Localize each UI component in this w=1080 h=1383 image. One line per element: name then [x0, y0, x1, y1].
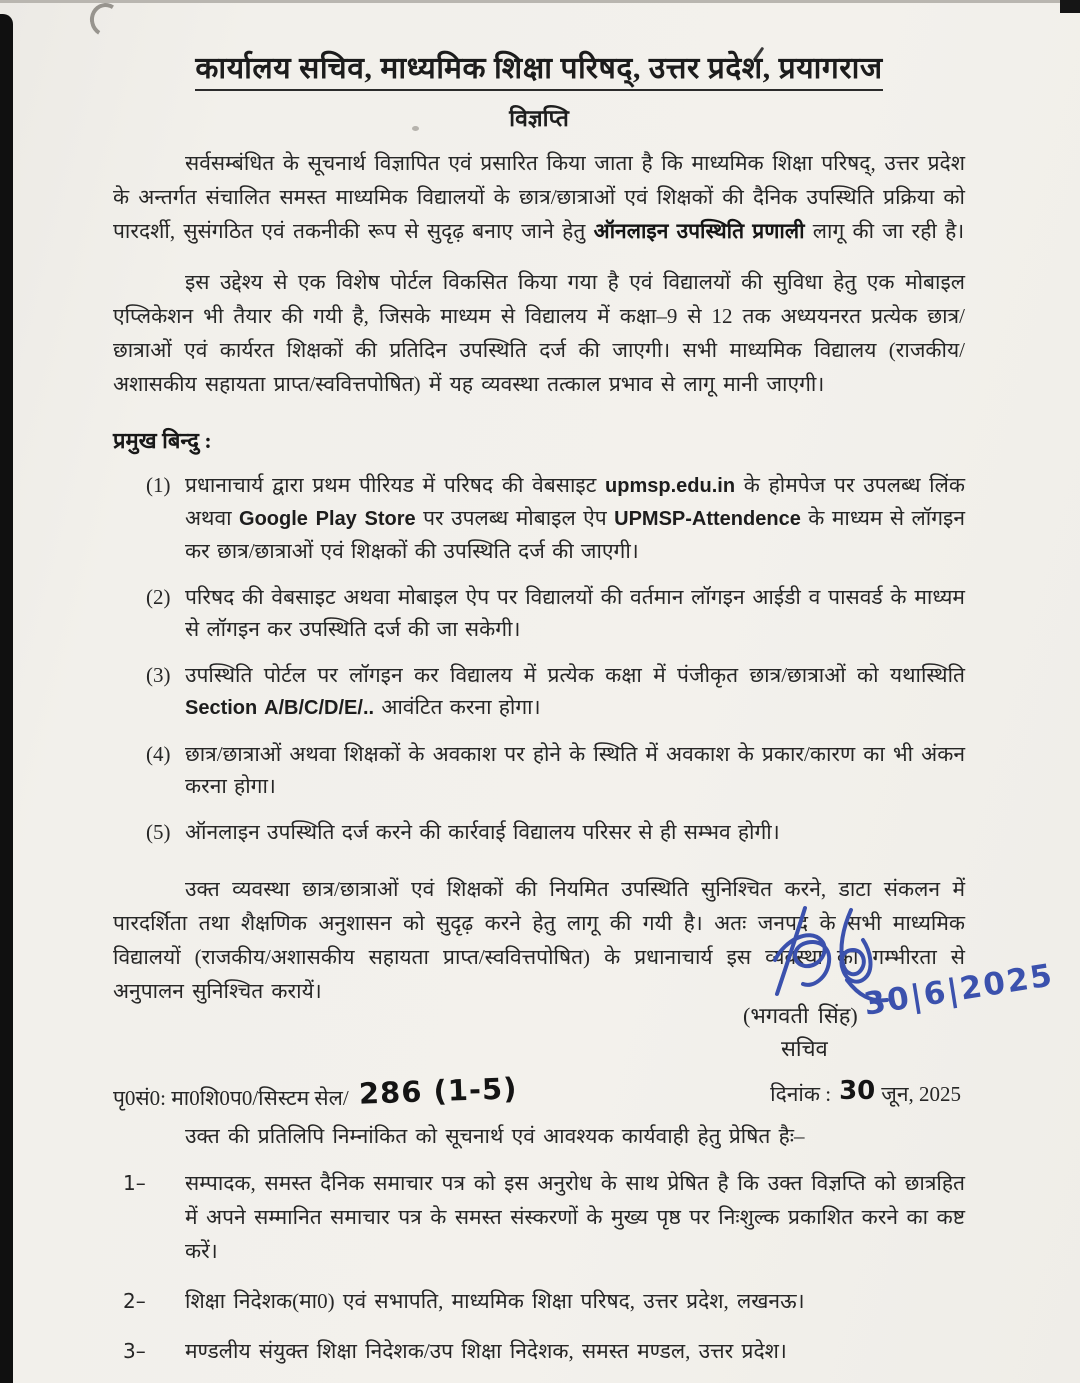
copy-recipient-1-number: 1–: [123, 1171, 146, 1195]
play-store-text: Google Play Store: [239, 508, 416, 530]
app-name-text: UPMSP-Attendence: [614, 508, 801, 530]
handwritten-reference-number: 286 (1-5): [357, 1071, 518, 1111]
date-label: दिनांक :: [770, 1082, 832, 1106]
reference-row: [113, 1071, 965, 1112]
copy-recipient-1-text: सम्पादक, समस्त दैनिक समाचार पत्र को इस अनुरोध के साथ प्रेषित है कि उक्त विज्ञप्ति को छात्रहित में अपने सम्मानित समाचार पत्र के समस्त संस्करणों के मुख्य पृष्ठ पर निःशुल्क प्रकाशित करने का कष्ट करें।: [185, 1171, 965, 1263]
copy-recipient-1: [113, 1166, 965, 1268]
page-title: [113, 46, 965, 87]
reference-section: [113, 1071, 965, 1368]
date-month-year: जून, 2025: [881, 1082, 961, 1106]
key-point-4-number: (4): [146, 742, 171, 766]
document-type-heading: विज्ञप्ति: [509, 106, 569, 131]
key-point-1-text: पर उपलब्ध मोबाइल ऐप: [415, 506, 615, 530]
copy-recipient-2: [113, 1284, 965, 1318]
key-point-3: [113, 659, 965, 724]
key-point-2-text: परिषद की वेबसाइट अथवा मोबाइल ऐप पर विद्यालयों की वर्तमान लॉगइन आईडी व पासवर्ड के माध्यम से लॉगइन कर उपस्थिति दर्ज की जा सकेगी।: [185, 585, 965, 641]
scan-edge-left: [0, 14, 13, 1383]
copy-recipient-3-number: 3–: [123, 1339, 146, 1363]
copy-recipients-list: [113, 1166, 965, 1368]
key-point-3-number: (3): [146, 663, 171, 687]
key-point-4: [113, 738, 965, 802]
document-body: [113, 46, 965, 1008]
reference-number-line: [113, 1071, 518, 1112]
key-point-1-text: के होमपेज पर उपलब्ध लिंक अथवा: [185, 473, 965, 530]
paragraph-portal: इस उद्देश्य से एक विशेष पोर्टल विकसित किया गया है एवं विद्यालयों की सुविधा हेतु एक मोबाइल एप्लिकेशन भी तैयार की गयी है, जिसके माध्यम से विद्यालय में कक्षा–9 से 12 तक अध्ययनरत प्रत्येक छात्र/छात्राओं एवं कार्यरत शिक्षकों की प्रतिदिन उपस्थिति दर्ज की जाएगी। सभी माध्यमिक विद्यालय (राजकीय/अशासकीय सहायता प्राप्त/स्ववित्तपोषित) में यह व्यवस्था तत्काल प्रभाव से लागू मानी जाएगी।: [113, 270, 965, 396]
key-point-4-text: छात्र/छात्राओं अथवा शिक्षकों के अवकाश पर होने के स्थिति में अवकाश के प्रकार/कारण का भी अंकन करना होगा।: [185, 742, 965, 798]
key-point-1: [113, 469, 965, 567]
handwritten-signature-date: 30|6|2025: [861, 957, 1057, 1023]
key-point-2: [113, 581, 965, 645]
paragraph-intro-post: लागू की जा रही है।: [804, 219, 965, 243]
key-point-1-number: (1): [146, 473, 171, 497]
handwritten-date-day: 30: [839, 1076, 876, 1106]
key-point-3-text: उपस्थिति पोर्टल पर लॉगइन कर विद्यालय में प्रत्येक कक्षा में पंजीकृत छात्र/छात्राओं को यथास्थिति: [185, 663, 965, 687]
scan-corner-mark: [1060, 0, 1080, 13]
office-title-text: कार्यालय सचिव, माध्यमिक शिक्षा परिषद्, उत्तर प्रदेश, प्रयागराज: [195, 52, 882, 91]
key-point-2-number: (2): [146, 585, 171, 609]
copy-recipient-2-number: 2–: [123, 1289, 146, 1313]
key-point-1-text: प्रधानाचार्य द्वारा प्रथम पीरियड में परिषद की वेबसाइट: [185, 473, 606, 497]
key-point-5: [113, 816, 965, 848]
scan-edge-top: [0, 0, 1080, 3]
paragraph-intro: [113, 146, 965, 248]
section-list-text: Section A/B/C/D/E/..: [185, 697, 375, 719]
date-line: [770, 1078, 965, 1108]
copy-recipient-3-text: मण्डलीय संयुक्त शिक्षा निदेशक/उप शिक्षा निदेशक, समस्त मण्डल, उत्तर प्रदेश।: [185, 1339, 787, 1363]
signatory-name: (भगवती सिंह): [743, 1003, 858, 1028]
paragraph-intro-pre: सर्वसम्बंधित के सूचनार्थ विज्ञापित एवं प्रसारित किया जाता है कि माध्यमिक शिक्षा परिषद्, उत्तर प्रदेश के अन्तर्गत संचालित समस्त माध्यमिक विद्यालयों के छात्र/छात्राओं एवं शिक्षकों की दैनिक उपस्थिति प्रक्रिया को पारदर्शी, सुसंगठित एवं तकनीकी रूप से सुदृढ़ बनाए जाने हेतु: [113, 151, 965, 243]
key-points-heading: प्रमुख बिन्दु :: [113, 428, 212, 453]
paragraph-closing: उक्त व्यवस्था छात्र/छात्राओं एवं शिक्षकों की नियमित उपस्थिति सुनिश्चित करने, डाटा संकलन में पारदर्शिता तथा शैक्षणिक अनुशासन को सुदृढ़ करने हेतु लागू की गयी है। अतः जनपद के सभी माध्यमिक विद्यालयों (राजकीय/अशासकीय सहायता प्राप्त/स्ववित्तपोषित) के प्रधानाचार्य इस व्यवस्था का गम्भीरता से अनुपालन सुनिश्चित करायें।: [113, 877, 965, 1003]
key-points-list: [113, 469, 965, 848]
copy-intro-line: उक्त की प्रतिलिपि निम्नांकित को सूचनार्थ एवं आवश्यक कार्यवाही हेतु प्रेषित हैः–: [185, 1124, 805, 1148]
key-point-3-text: आवंटित करना होगा।: [374, 695, 541, 719]
reference-label: पृ0सं0: मा0शि0प0/सिस्टम सेल/: [113, 1086, 349, 1110]
signature-block: [735, 900, 1057, 1070]
copy-recipient-2-text: शिक्षा निदेशक(मा0) एवं सभापति, माध्यमिक शिक्षा परिषद, उत्तर प्रदेश, लखनऊ।: [185, 1289, 805, 1313]
key-point-1-text: के माध्यम से लॉगइन कर छात्र/छात्राओं एवं शिक्षकों की उपस्थिति दर्ज की जाएगी।: [185, 506, 966, 563]
punch-hole-mark: [86, 0, 125, 40]
website-url-text: upmsp.edu.in: [605, 475, 736, 497]
key-point-5-text: ऑनलाइन उपस्थिति दर्ज करने की कार्रवाई विद्यालय परिसर से ही सम्भव होगी।: [185, 820, 780, 844]
copy-recipient-3: [113, 1334, 965, 1368]
paragraph-intro-bold-phrase: ऑनलाइन उपस्थिति प्रणाली: [593, 219, 805, 243]
key-point-5-number: (5): [146, 820, 171, 844]
signatory-designation: सचिव: [781, 1036, 828, 1061]
